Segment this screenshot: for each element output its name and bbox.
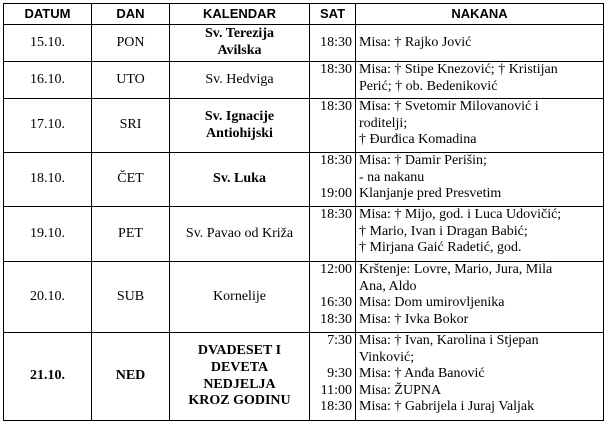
cell-datum: 17.10. [4, 99, 92, 153]
cell-kalendar [170, 153, 310, 207]
sat-line: 12:00 [320, 262, 352, 277]
sat-line: 19:00 [320, 186, 352, 202]
nakana-line: Misa: Dom umirovljenika [359, 295, 505, 311]
sat-line: 16:30 [320, 295, 352, 311]
cell-nakana [356, 262, 604, 333]
sat-line: 18:30 [320, 99, 352, 114]
cell-datum: 20.10. [4, 262, 92, 333]
nakana-line: Krštenje: Lovre, Mario, Jura, Mila [359, 262, 553, 277]
cell-sat [310, 153, 356, 207]
sat-line: 11:00 [320, 382, 352, 398]
nakana-line: Misa: † Gabrijela i Juraj Valjak [359, 399, 535, 415]
sat-line: 7:30 [327, 333, 352, 348]
table-row [4, 207, 604, 262]
cell-sat [310, 333, 356, 421]
kalendar-line: Sv. Pavao od Križa [185, 225, 294, 241]
nakana-line: † Mario, Ivan i Dragan Babić; [359, 223, 528, 239]
kalendar-line: DVADESET I [197, 343, 282, 359]
cell-dan: PON [92, 25, 170, 62]
nakana-line: Misa: † Damir Perišin; [359, 153, 487, 168]
mass-schedule-table [3, 3, 604, 421]
cell-nakana [356, 25, 604, 62]
sat-line: 18:30 [320, 34, 352, 50]
nakana-line: Ana, Aldo [359, 278, 417, 294]
cell-datum: 19.10. [4, 207, 92, 262]
cell-kalendar [170, 25, 310, 62]
cell-datum: 15.10. [4, 25, 92, 62]
table-row [4, 262, 604, 333]
kalendar-line: Antiohijski [206, 125, 273, 141]
nakana-line: Misa: † Anđa Banović [359, 366, 485, 382]
cell-sat [310, 207, 356, 262]
cell-nakana [356, 207, 604, 262]
nakana-line: - na nakanu [359, 169, 425, 185]
table-row [4, 333, 604, 421]
nakana-line: Misa: † Ivan, Karolina i Stjepan [359, 333, 539, 348]
cell-nakana [356, 333, 604, 421]
cell-sat [310, 99, 356, 153]
header-kalendar: KALENDAR [170, 4, 310, 25]
header-nakana: NAKANA [356, 4, 604, 25]
table-row [4, 99, 604, 153]
nakana-line: † Đurđica Komadina [359, 132, 477, 148]
nakana-line: Klanjanje pred Presvetim [359, 186, 502, 202]
cell-kalendar [170, 262, 310, 333]
kalendar-line: Avilska [217, 43, 262, 58]
kalendar-line: DEVETA [210, 359, 269, 375]
cell-dan: SRI [92, 99, 170, 153]
cell-kalendar [170, 99, 310, 153]
sat-line: 18:30 [320, 311, 352, 327]
sat-spacer [310, 170, 352, 187]
header-row [4, 4, 604, 25]
sat-line: 18:30 [320, 62, 352, 77]
header-dan: DAN [92, 4, 170, 25]
cell-dan: ČET [92, 153, 170, 207]
header-datum: DATUM [4, 4, 92, 25]
table-row [4, 62, 604, 99]
nakana-line: Misa: ŽUPNA [359, 382, 442, 398]
cell-nakana [356, 153, 604, 207]
sat-spacer [310, 350, 352, 367]
sat-line: 9:30 [327, 366, 352, 382]
nakana-line: Misa: † Ivka Bokor [359, 311, 469, 327]
cell-kalendar [170, 207, 310, 262]
nakana-line: Misa: † Mijo, god. i Luca Udovičić; [359, 207, 562, 222]
nakana-line: roditelji; [359, 115, 408, 131]
cell-dan: NED [92, 333, 170, 421]
cell-dan: UTO [92, 62, 170, 99]
cell-datum: 16.10. [4, 62, 92, 99]
cell-sat [310, 25, 356, 62]
nakana-line: † Mirjana Gaić Radetić, god. [359, 240, 522, 256]
cell-datum: 18.10. [4, 153, 92, 207]
nakana-line: Misa: † Stipe Knezović; † Kristijan [359, 62, 558, 77]
cell-dan: SUB [92, 262, 170, 333]
header-sat: SAT [310, 4, 356, 25]
sat-line: 18:30 [320, 153, 352, 168]
kalendar-line: Sv. Hedviga [205, 71, 274, 87]
kalendar-line: Sv. Terezija [205, 26, 274, 42]
kalendar-line: KROZ GODINU [188, 393, 291, 409]
sat-line: 18:30 [320, 207, 352, 222]
table-row [4, 153, 604, 207]
nakana-line: Perić; † ob. Bedeniković [359, 78, 498, 94]
kalendar-line: Kornelije [213, 288, 266, 304]
cell-sat [310, 62, 356, 99]
cell-datum: 21.10. [4, 333, 92, 421]
nakana-line: Misa: † Svetomir Milovanović i [359, 99, 539, 114]
cell-kalendar [170, 333, 310, 421]
cell-kalendar [170, 62, 310, 99]
kalendar-line: Sv. Ignacije [204, 108, 275, 124]
cell-nakana [356, 99, 604, 153]
cell-sat [310, 262, 356, 333]
cell-nakana [356, 62, 604, 99]
schedule-page [3, 3, 603, 441]
table-row [4, 25, 604, 62]
kalendar-line: NEDJELJA [203, 376, 276, 392]
nakana-line: Vinković; [359, 349, 415, 365]
cell-dan: PET [92, 207, 170, 262]
kalendar-line: Sv. Luka [213, 171, 266, 187]
nakana-line: Misa: † Rajko Jović [359, 34, 472, 50]
sat-line: 18:30 [320, 399, 352, 415]
sat-spacer [310, 279, 352, 296]
